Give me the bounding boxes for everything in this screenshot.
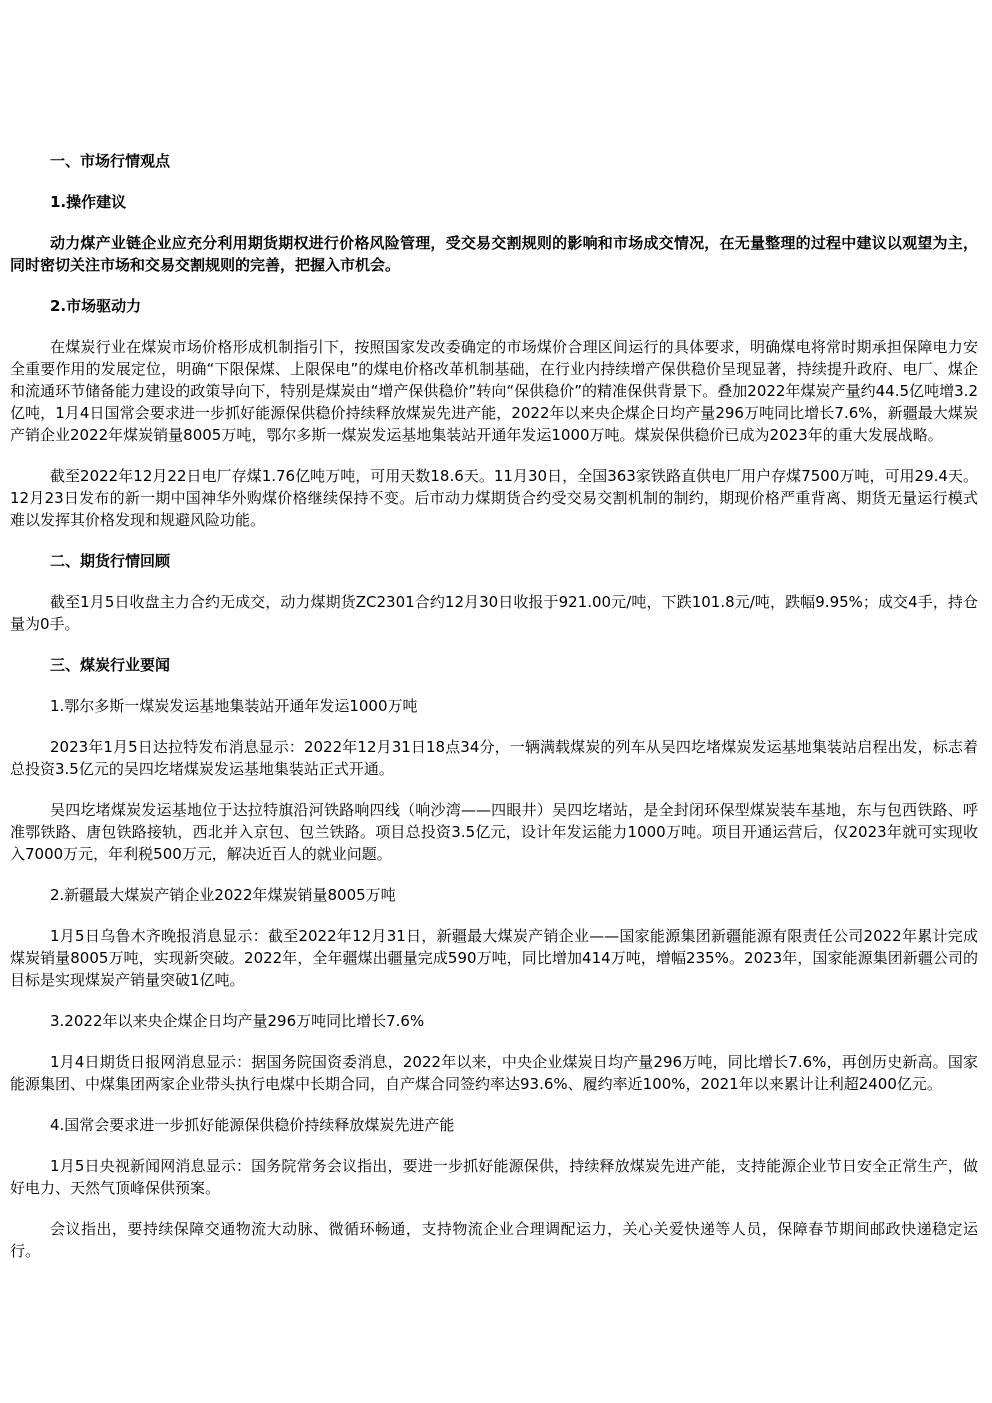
- section-heading-market-view: 一、市场行情观点: [50, 152, 171, 170]
- paragraph-futures-review: 截至1月5日收盘主力合约无成交，动力煤期货ZC2301合约12月30日收报于921.00元/吨，下跌101.8元/吨，跌幅9.95%；成交4手，持仓量为0手。: [10, 593, 978, 633]
- section-heading-industry-news: 三、煤炭行业要闻: [50, 656, 171, 674]
- news-2-paragraph-1: 1月5日乌鲁木齐晚报消息显示：截至2022年12月31日，新疆最大煤炭产销企业——国家能源集团新疆能源有限责任公司2022年累计完成煤炭销量8005万吨，实现新突破。2022年，全年疆煤出疆量完成590万吨，同比增加414万吨，增幅235%。2023年，国家能源集团新疆公司的目标是实现煤炭产销量突破1亿吨。: [10, 927, 978, 989]
- news-4-paragraph-1: 1月5日央视新闻网消息显示：国务院常务会议指出，要进一步抓好能源保供，持续释放煤炭先进产能，支持能源企业节日安全正常生产，做好电力、天然气顶峰保供预案。: [10, 1157, 978, 1197]
- section-heading-futures-review: 二、期货行情回顾: [50, 552, 171, 570]
- news-4-paragraph-2: 会议指出，要持续保障交通物流大动脉、微循环畅通，支持物流企业合理调配运力，关心关爱快递等人员，保障春节期间邮政快递稳定运行。: [10, 1220, 978, 1260]
- news-3-paragraph-1: 1月4日期货日报网消息显示：据国务院国资委消息，2022年以来，中央企业煤炭日均产量296万吨，同比增长7.6%，再创历史新高。国家能源集团、中煤集团两家企业带头执行电煤中长期合同，自产煤合同签约率达93.6%、履约率近100%，2021年以来累计让利超2400亿元。: [10, 1053, 978, 1093]
- news-1-paragraph-1: 2023年1月5日达拉特发布消息显示：2022年12月31日18点34分，一辆满载煤炭的列车从吴四圪堵煤炭发运基地集装站启程出发，标志着总投资3.5亿元的吴四圪堵煤炭发运基地集装站正式开通。: [10, 738, 978, 778]
- subheading-market-drivers: 2.市场驱动力: [50, 297, 142, 315]
- news-title-3: 3.2022年以来央企煤企日均产量296万吨同比增长7.6%: [50, 1012, 425, 1030]
- subheading-operation-advice: 1.操作建议: [50, 193, 127, 211]
- news-title-2: 2.新疆最大煤炭产销企业2022年煤炭销量8005万吨: [50, 886, 396, 904]
- paragraph-operation-advice: 动力煤产业链企业应充分利用期货期权进行价格风险管理，受交易交割规则的影响和市场成交情况，在无量整理的过程中建议以观望为主，同时密切关注市场和交易交割规则的完善，把握入市机会。: [10, 234, 978, 274]
- news-1-paragraph-2: 吴四圪堵煤炭发运基地位于达拉特旗沿河铁路响四线（响沙湾——四眼井）吴四圪堵站，是全封闭环保型煤炭装车基地，东与包西铁路、呼准鄂铁路、唐包铁路接轨，西北并入京包、包兰铁路。项目总投资3.5亿元，设计年发运能力1000万吨。项目开通运营后，仅2023年就可实现收入7000万元，年利税500万元，解决近百人的就业问题。: [10, 801, 978, 863]
- document-page: [10, 150, 978, 1281]
- news-title-1: 1.鄂尔多斯一煤炭发运基地集装站开通年发运1000万吨: [50, 697, 418, 715]
- paragraph-inventory: 截至2022年12月22日电厂存煤1.76亿吨万吨，可用天数18.6天。11月30日，全国363家铁路直供电厂用户存煤7500万吨，可用29.4天。12月23日发布的新一期中国神华外购煤价格继续保持不变。后市动力煤期货合约受交易交割机制的制约，期现价格严重背离、期货无量运行模式难以发挥其价格发现和规避风险功能。: [10, 467, 978, 529]
- news-title-4: 4.国常会要求进一步抓好能源保供稳价持续释放煤炭先进产能: [50, 1116, 455, 1134]
- paragraph-market-drivers: 在煤炭行业在煤炭市场价格形成机制指引下，按照国家发改委确定的市场煤价合理区间运行的具体要求，明确煤电将常时期承担保障电力安全重要作用的发展定位，明确“下限保煤、上限保电”的煤电价格改革机制基础，在行业内持续增产保供稳价呈现显著，持续提升政府、电厂、煤企和流通环节储备能力建设的政策导向下，特别是煤炭由“增产保供稳价”转向“保供稳价”的精准保供背景下。叠加2022年煤炭产量约44.5亿吨增3.2亿吨，1月4日国常会要求进一步抓好能源保供稳价持续释放煤炭先进产能，2022年以来央企煤企日均产量296万吨同比增长7.6%，新疆最大煤炭产销企业2022年煤炭销量8005万吨，鄂尔多斯一煤炭发运基地集装站开通年发运1000万吨。煤炭保供稳价已成为2023年的重大发展战略。: [10, 338, 978, 444]
